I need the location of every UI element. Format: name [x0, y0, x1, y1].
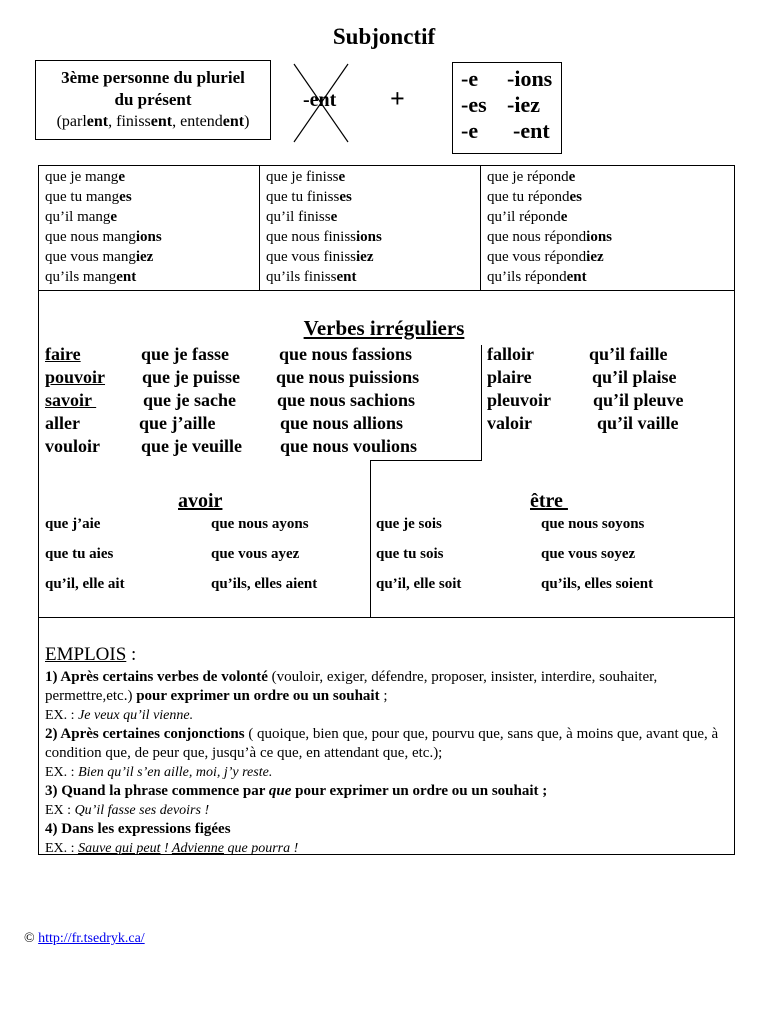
conjugation-line: qu’il finisse	[266, 209, 338, 225]
etre-form: que vous soyez	[541, 546, 636, 562]
emploi-item-4: 4) Dans les expressions figées	[45, 821, 231, 837]
conjugation-line: qu’ils finissent	[266, 269, 357, 285]
conjugation-line: que je réponde	[487, 169, 576, 185]
etre-title: être	[530, 490, 568, 512]
emplois-section	[45, 642, 730, 858]
etre-form: qu’il, elle soit	[376, 576, 462, 592]
avoir-form: qu’il, elle ait	[45, 576, 125, 592]
conjugation-line: que je mange	[45, 169, 125, 185]
endings-box	[452, 62, 562, 154]
conjugation-line: que vous mangiez	[45, 249, 154, 265]
irregular-divider-h	[370, 460, 482, 461]
conjugation-line: que tu manges	[45, 189, 132, 205]
conjugation-line: que tu finisses	[266, 189, 352, 205]
etre-form: que nous soyons	[541, 516, 645, 532]
avoir-form: que tu aies	[45, 546, 114, 562]
conjugation-line: que je finisse	[266, 169, 346, 185]
page-title: Subjonctif	[332, 24, 436, 49]
emploi-example-1: EX. : Je veux qu’il vienne.	[45, 708, 194, 723]
conjugation-line: qu’il réponde	[487, 209, 568, 225]
emplois-heading: EMPLOIS :	[45, 644, 137, 665]
website-link[interactable]: http://fr.tsedryk.ca/	[38, 931, 145, 946]
conjugation-column-repondre	[487, 167, 612, 287]
avoir-form: que j’aie	[45, 516, 101, 532]
row-divider	[38, 617, 735, 618]
avoir-form: qu’ils, elles aient	[211, 576, 318, 592]
emploi-example-4: EX. : Sauve qui peut ! Advienne que pourra !	[45, 841, 299, 856]
conjugation-line: que vous répondiez	[487, 249, 604, 265]
emploi-item-1: 1) Après certains verbes de volonté (vouloir, exiger, défendre, proposer, insister, interdire, souhaiter, permettre,etc.) pour exprimer un ordre ou un souhait ;	[45, 669, 658, 704]
avoir-form: que vous ayez	[211, 546, 300, 562]
avoir-title: avoir	[178, 490, 223, 512]
etre-form: que tu sois	[376, 546, 444, 562]
rule-examples: (parlent, finissent, entendent)	[56, 113, 250, 130]
row-divider	[38, 290, 735, 291]
etre-form: qu’ils, elles soient	[541, 576, 654, 592]
endings-row: -e -ions	[461, 66, 553, 91]
conjugation-line: que vous finissiez	[266, 249, 374, 265]
copyright-symbol: ©	[24, 931, 35, 946]
conjugation-line: qu’ils mangent	[45, 269, 137, 285]
rule-line-1: 3ème personne du pluriel	[61, 68, 245, 87]
irregular-verbs-title: Verbes irréguliers	[303, 316, 465, 340]
emploi-item-3: 3) Quand la phrase commence par que pour exprimer un ordre ou un souhait ;	[45, 783, 548, 799]
irregular-divider	[481, 345, 482, 460]
avoir-form: que nous ayons	[211, 516, 309, 532]
emploi-example-2: EX. : Bien qu’il s’en aille, moi, j’y reste.	[45, 765, 273, 780]
plus-sign: +	[390, 84, 405, 113]
conjugation-column-manger	[45, 167, 162, 287]
etre-form: que je sois	[376, 516, 442, 532]
conjugation-column-finir	[266, 167, 382, 287]
conjugation-line: que nous répondions	[487, 229, 613, 245]
conjugation-line: qu’ils répondent	[487, 269, 587, 285]
conjugation-line: que nous finissions	[266, 229, 382, 245]
auxiliary-divider	[370, 460, 371, 617]
conjugation-line: que nous mangions	[45, 229, 162, 245]
emploi-example-3: EX : Qu’il fasse ses devoirs !	[45, 803, 210, 818]
column-divider	[480, 165, 481, 290]
rule-box	[35, 60, 271, 140]
rule-line-2: du présent	[114, 90, 192, 109]
footer	[24, 931, 145, 947]
endings-row: -e -ent	[461, 118, 550, 143]
conjugation-line: qu’il mange	[45, 209, 118, 225]
endings-row: -es -iez	[461, 92, 540, 117]
conjugation-line: que tu répondes	[487, 189, 582, 205]
column-divider	[259, 165, 260, 290]
emploi-item-2: 2) Après certaines conjonctions ( quoique, bien que, pour que, pourvu que, sans que, à moins que, avant que, à condition que, de peur que, jusqu’à ce que, en attendant que, etc.);	[45, 726, 719, 761]
removed-ending: -ent	[303, 89, 337, 111]
